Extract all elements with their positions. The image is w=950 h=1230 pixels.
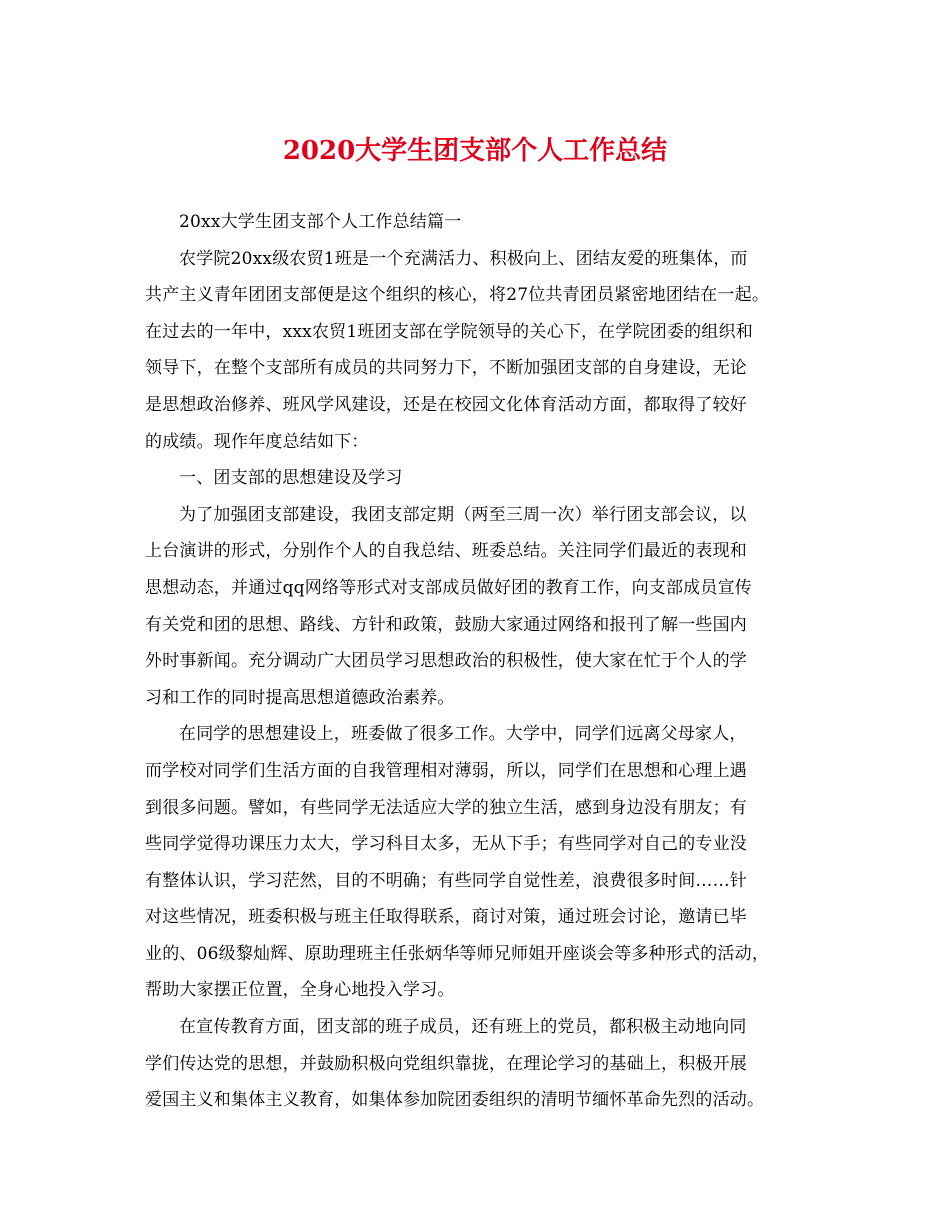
paragraph-line: 领导下，在整个支部所有成员的共同努力下，不断加强团支部的自身建设，无论 [145, 358, 747, 379]
paragraph-line: 帮助大家摆正位置，全身心地投入学习。 [145, 980, 455, 1001]
paragraph-first-line: 在宣传教育方面，团支部的班子成员，还有班上的党员，都积极主动地向同 [179, 1017, 747, 1038]
paragraph-first-line: 农学院20xx级农贸1班是一个充满活力、积极向上、团结友爱的班集体，而 [179, 248, 748, 269]
paragraph-line: 共产主义青年团团支部便是这个组织的核心，将27位共青团员紧密地团结在一起。 [145, 285, 770, 306]
paragraph-line: 是思想政治修养、班风学风建设，还是在校园文化体育活动方面，都取得了较好 [145, 394, 747, 415]
document-title: 2020大学生团支部个人工作总结 [282, 136, 668, 166]
paragraph-line: 些同学觉得功课压力太大，学习科目太多，无从下手；有些同学对自己的专业没 [145, 834, 747, 855]
paragraph-line: 的成绩。现作年度总结如下： [145, 431, 369, 452]
paragraph-line: 有整体认识，学习茫然，目的不明确；有些同学自觉性差，浪费很多时间……针 [145, 870, 747, 891]
paragraph-first-line: 为了加强团支部建设，我团支部定期（两至三周一次）举行团支部会议，以 [179, 504, 747, 525]
paragraph-line: 上台演讲的形式，分别作个人的自我总结、班委总结。关注同学们最近的表现和 [145, 541, 747, 562]
paragraph-first-line: 一、团支部的思想建设及学习 [179, 468, 403, 489]
paragraph-line: 爱国主义和集体主义教育，如集体参加院团委组织的清明节缅怀革命先烈的活动。 [145, 1090, 765, 1111]
paragraph-line: 到很多问题。譬如，有些同学无法适应大学的独立生活，感到身边没有朋友；有 [145, 797, 747, 818]
paragraph-line: 而学校对同学们生活方面的自我管理相对薄弱，所以，同学们在思想和心理上遇 [145, 760, 747, 781]
paragraph-line: 学们传达党的思想，并鼓励积极向党组织靠拢，在理论学习的基础上，积极开展 [145, 1053, 747, 1074]
paragraph-line: 业的、06级黎灿辉、原助理班主任张炳华等师兄师姐开座谈会等多种形式的活动， [145, 943, 770, 964]
paragraph-line: 有关党和团的思想、路线、方针和政策，鼓励大家通过网络和报刊了解一些国内 [145, 614, 747, 635]
paragraph-first-line: 20xx大学生团支部个人工作总结篇一 [179, 212, 462, 232]
paragraph-line: 对这些情况，班委积极与班主任取得联系，商讨对策，通过班会讨论，邀请已毕 [145, 907, 747, 928]
paragraph-line: 在过去的一年中，xxx农贸1班团支部在学院领导的关心下，在学院团委的组织和 [145, 321, 753, 342]
paragraph-line: 习和工作的同时提高思想道德政治素养。 [145, 687, 455, 708]
paragraph-line: 思想动态，并通过qq网络等形式对支部成员做好团的教育工作，向支部成员宣传 [145, 577, 752, 598]
document-body [145, 204, 813, 1119]
paragraph-line: 外时事新闻。充分调动广大团员学习思想政治的积极性，使大家在忙于个人的学 [145, 651, 747, 672]
paragraph-first-line: 在同学的思想建设上，班委做了很多工作。大学中，同学们远离父母家人， [179, 724, 747, 745]
